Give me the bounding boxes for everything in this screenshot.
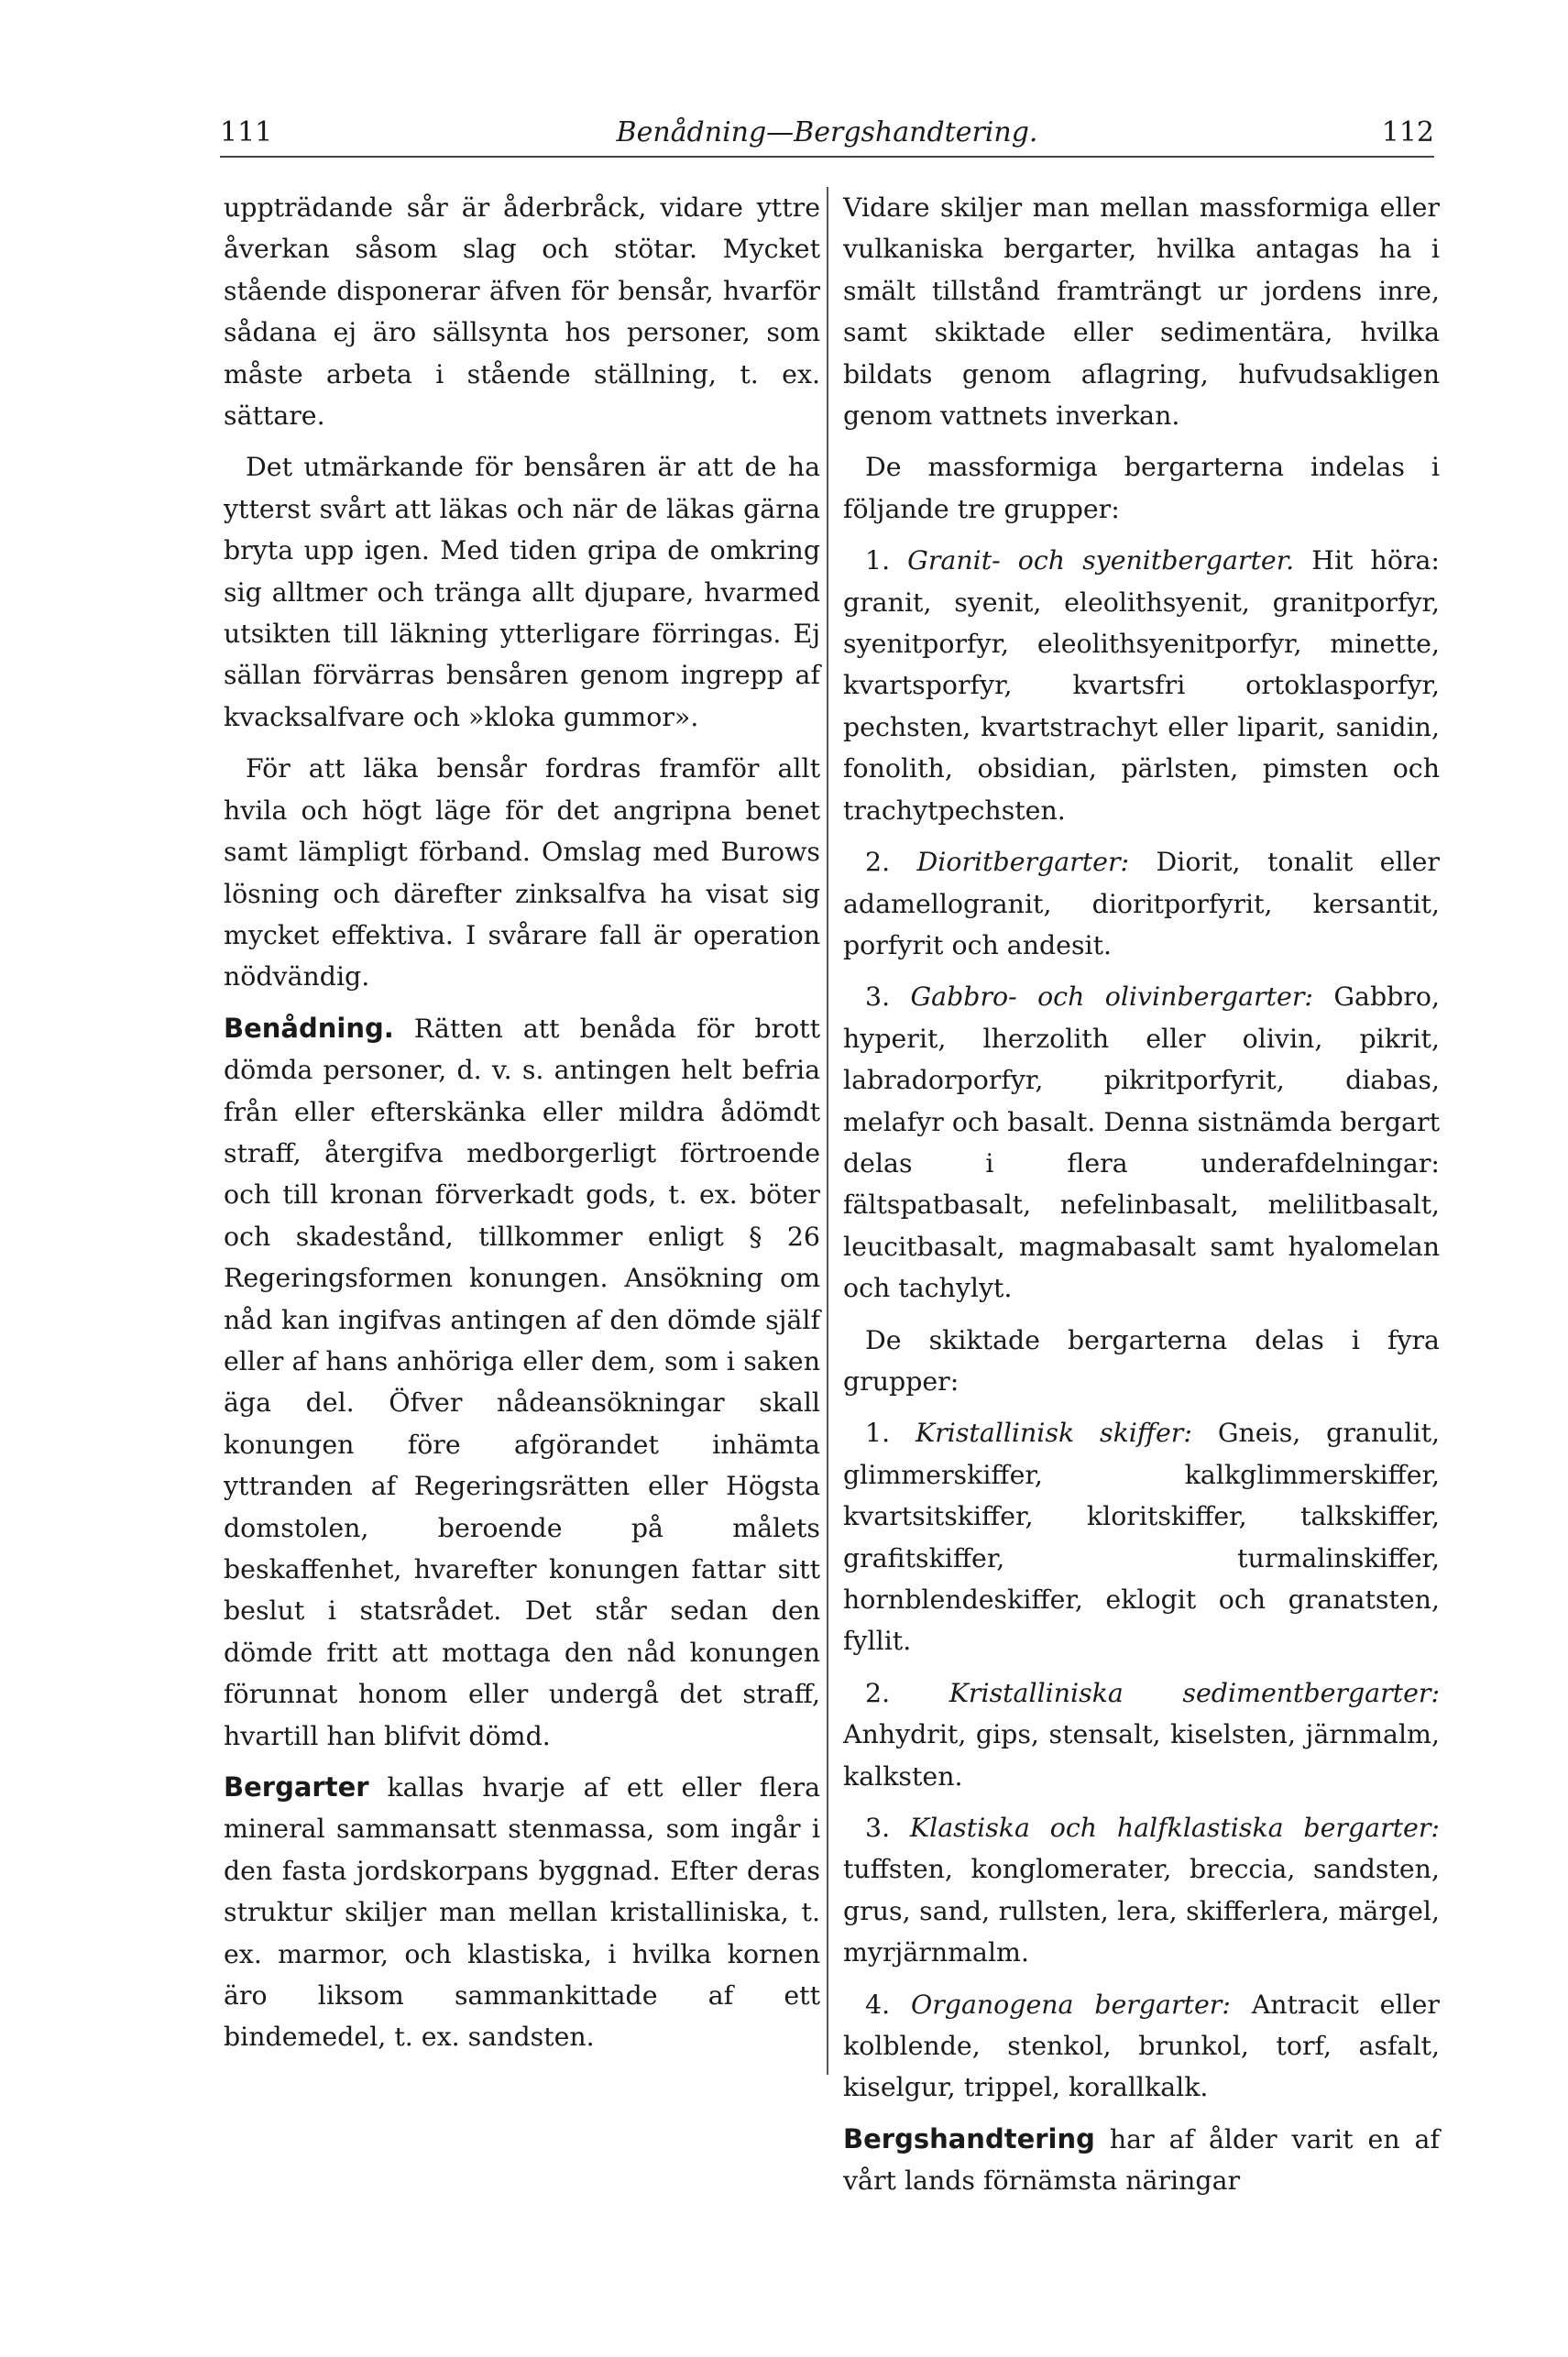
list-item-diorite: 2. Dioritbergarter: Diorit, tonalit eller adamellogranit, dioritporfyrit, kersantit, porfyrit och andesit.	[843, 847, 1440, 960]
entry-bergshandtering	[843, 2119, 1440, 2202]
entry-text-bergarter: kallas hvarje af ett eller flera mineral sammansatt stenmassa, som ingår i den fasta jordskorpans byggnad. Efter deras struktur skiljer man mellan kristalliniska, t. ex. marmor, och klastiska, i hvilka kornen äro liksom sammankittade af ett bindemedel, t. ex. sandsten.	[224, 1772, 820, 2053]
entry-term-bergarter: Bergarter	[224, 1771, 369, 1803]
list-item-crystalline-sediment: 2. Kristalliniska sedimentbergarter: Anhydrit, gips, stensalt, kiselsten, järnmalm, kalksten.	[843, 1677, 1441, 1792]
entry-term-bergshandtering: Bergshandtering	[843, 2122, 1095, 2154]
paragraph-massive-groups-intro: De massformiga bergarterna indelas i följande tre grupper:	[843, 452, 1440, 524]
page-number-right: 112	[1381, 116, 1434, 148]
right-column	[843, 187, 1440, 2212]
paragraph-bensar-characteristics: Det utmärkande för bensåren är att de ha ytterst svårt att läkas och när de läkas gärna bryta upp igen. Med tiden gripa de omkring sig alltmer och tränga allt djupare, hvarmed utsikten till läkning ytterligare förringas. Ej sällan förvärras bensåren genom ingrepp af kvacksalfvare och »kloka gummor».	[224, 452, 820, 732]
list-item-gabbro: 3. Gabbro- och olivinbergarter: Gabbro, hyperit, lherzolith eller olivin, pikrit, labradorporfyr, pikritporfyrit, diabas, melafyr och basalt. Denna sistnämda bergart delas i flera underafdelningar: fältspatbasalt, nefelinbasalt, melilitbasalt, leucitbasalt, magmabasalt samt hyalomelan och tachylyt.	[843, 981, 1440, 1304]
paragraph-sedimentary-groups-intro: De skiktade bergarterna delas i fyra grupper:	[843, 1324, 1440, 1397]
running-header	[220, 110, 1434, 158]
paragraph-bensar-causes: uppträdande sår är åderbråck, vidare yttre åverkan såsom slag och stötar. Mycket stående disponerar äfven för bensår, hvarför sådana ej äro sällsynta hos personer, som måste arbeta i stående ställning, t. ex. sättare.	[224, 192, 820, 432]
paragraph-bensar-treatment: För att läka bensår fordras framför allt hvila och högt läge för det angripna benet samt lämpligt förband. Omslag med Burows lösning och därefter zinksalfva ha visat sig mycket effektiva. I svårare fall är operation nödvändig.	[224, 753, 820, 992]
entry-benadning	[224, 1008, 820, 1757]
column-divider	[827, 187, 828, 2075]
left-column	[224, 187, 820, 2068]
entry-bergarter	[224, 1767, 820, 2058]
paragraph-rock-classification: Vidare skiljer man mellan massformiga eller vulkaniska bergarter, hvilka antagas ha i smält tillstånd framträngt ur jordens inre, samt skiktade eller sedimentära, hvilka bildats genom aflagring, hufvudsakligen genom vattnets inverkan.	[843, 192, 1440, 432]
list-item-crystalline-schist: 1. Kristallinisk skiffer: Gneis, granulit, glimmerskiffer, kalkglimmerskiffer, kvartsitskiffer, kloritskiffer, talkskiffer, grafitskiffer, turmalinskiffer, hornblendeskiffer, eklogit och granatsten, fyllit.	[843, 1418, 1441, 1657]
entry-term-benadning: Benådning.	[224, 1012, 394, 1044]
page-number-left: 111	[220, 116, 273, 148]
list-item-organogenic: 4. Organogena bergarter: Antracit eller kolblende, stenkol, brunkol, torf, asfalt, kiselgur, trippel, korallkalk.	[843, 1989, 1441, 2103]
list-item-granite: 1. Granit- och syenitbergarter. Hit höra: granit, syenit, eleolithsyenit, granitporfyr, syenitporfyr, eleolithsyenitporfyr, minette, kvartsporfyr, kvartsfri ortoklasporfyr, pechsten, kvartstrachyt eller liparit, sanidin, fonolith, obsidian, pärlsten, pimsten och trachytpechsten.	[843, 545, 1440, 826]
entry-text-benadning: Rätten att benåda för brott dömda personer, d. v. s. antingen helt befria från eller efterskänka eller mildra ådömdt straff, återgifva medborgerligt förtroende och till kronan förverkadt gods, t. ex. böter och skadestånd, tillkommer enligt § 26 Regeringsformen konungen. Ansökning om nåd kan ingifvas antingen af den dömde själf eller af hans anhöriga eller dem, som i saken äga del. Öfver nådeansökningar skall konungen före afgörandet inhämta yttranden af Regeringsrätten eller Högsta domstolen, beroende på målets beskaffenhet, hvarefter konungen fattar sitt beslut i statsrådet. Det står sedan den dömde fritt att mottaga den nåd konungen förunnat honom eller undergå det straff, hvartill han blifvit dömd.	[224, 1013, 820, 1751]
entry-text-bergshandtering: har af ålder varit en af vårt lands förnämsta näringar	[843, 2123, 1440, 2197]
list-item-clastic: 3. Klastiska och halfklastiska bergarter: tuffsten, konglomerater, breccia, sandsten, grus, sand, rullsten, lera, skifferlera, märgel, myrjärnmalm.	[843, 1813, 1440, 1968]
running-title: Benådning—Bergshandtering.	[616, 116, 1038, 148]
